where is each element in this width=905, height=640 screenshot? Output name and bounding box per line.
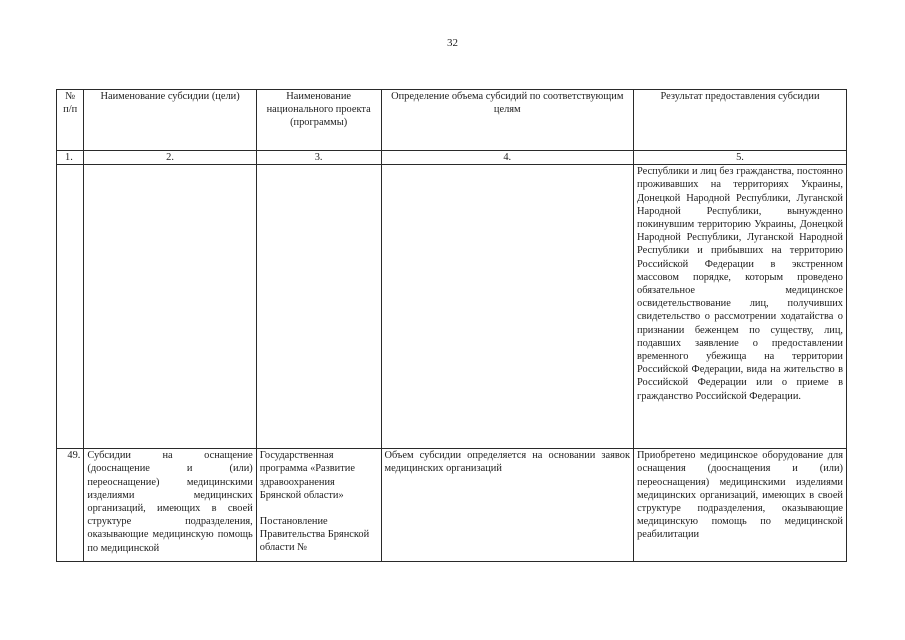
spacer	[260, 502, 378, 515]
header-volume-definition: Определение объема субсидий по соответствующим целям	[381, 90, 634, 151]
continuation-result-text: Республики и лиц без гражданства, постоянно проживавших на территориях Украины, Донецкой Народной Республики, Луганской Народной Республики, вынужденно покинувшим территорию Украины, Донецкой Народной Республики, Луганской Народной Республики и прибывших на территорию Российской Федерации в экстренном массовом порядке, которым проведено обязательное медицинское освидетельствование лиц, получивших свидетельство о рассмотрении ходатайства о признании беженцем по существу, лиц, подавших заявление о предоставлении временного убежища на территории Российской Федерации, вида на жительство в Российской Федерации или о приеме в гражданство Российской Федерации.	[634, 165, 847, 449]
column-index: 1.	[57, 151, 84, 165]
column-index: 3.	[256, 151, 381, 165]
page-number: 32	[447, 37, 458, 49]
header-project-name: Наименование национального проекта (программы)	[256, 90, 381, 151]
program-name-text: Государственная программа «Развитие здравоохранения Брянской области»	[259, 450, 355, 501]
table-header-row	[57, 90, 847, 151]
table-row	[57, 449, 847, 562]
header-number: № п/п	[57, 90, 84, 151]
program-cell	[256, 449, 381, 562]
cell-empty	[84, 165, 256, 449]
table-row	[57, 165, 847, 449]
resolution-text: Постановление Правительства Брянской области №	[259, 516, 370, 554]
column-index: 5.	[634, 151, 847, 165]
column-index-row	[57, 151, 847, 165]
cell-empty	[381, 165, 634, 449]
subsidy-table	[56, 89, 847, 562]
cell-empty	[57, 165, 84, 449]
column-index: 4.	[381, 151, 634, 165]
subsidy-name-text: Субсидии на оснащение (дооснащение и (или) переоснащение) медицинскими изделиями медицинских организаций, имеющих в своей структуре подразделения, оказывающие медицинскую помощь по медицинской	[84, 449, 256, 562]
volume-definition-text: Объем субсидии определяется на основании заявок медицинских организаций	[381, 449, 634, 562]
cell-empty	[256, 165, 381, 449]
row-number: 49.	[57, 449, 84, 562]
header-subsidy-name: Наименование субсидии (цели)	[84, 90, 256, 151]
header-result: Результат предоставления субсидии	[634, 90, 847, 151]
column-index: 2.	[84, 151, 256, 165]
result-text: Приобретено медицинское оборудование для оснащения (дооснащения и (или) переоснащения) медицинскими изделиями медицинских организаций, имеющих в своей структуре подразделения, оказывающие медицинскую помощь по медицинской реабилитации	[634, 449, 847, 562]
